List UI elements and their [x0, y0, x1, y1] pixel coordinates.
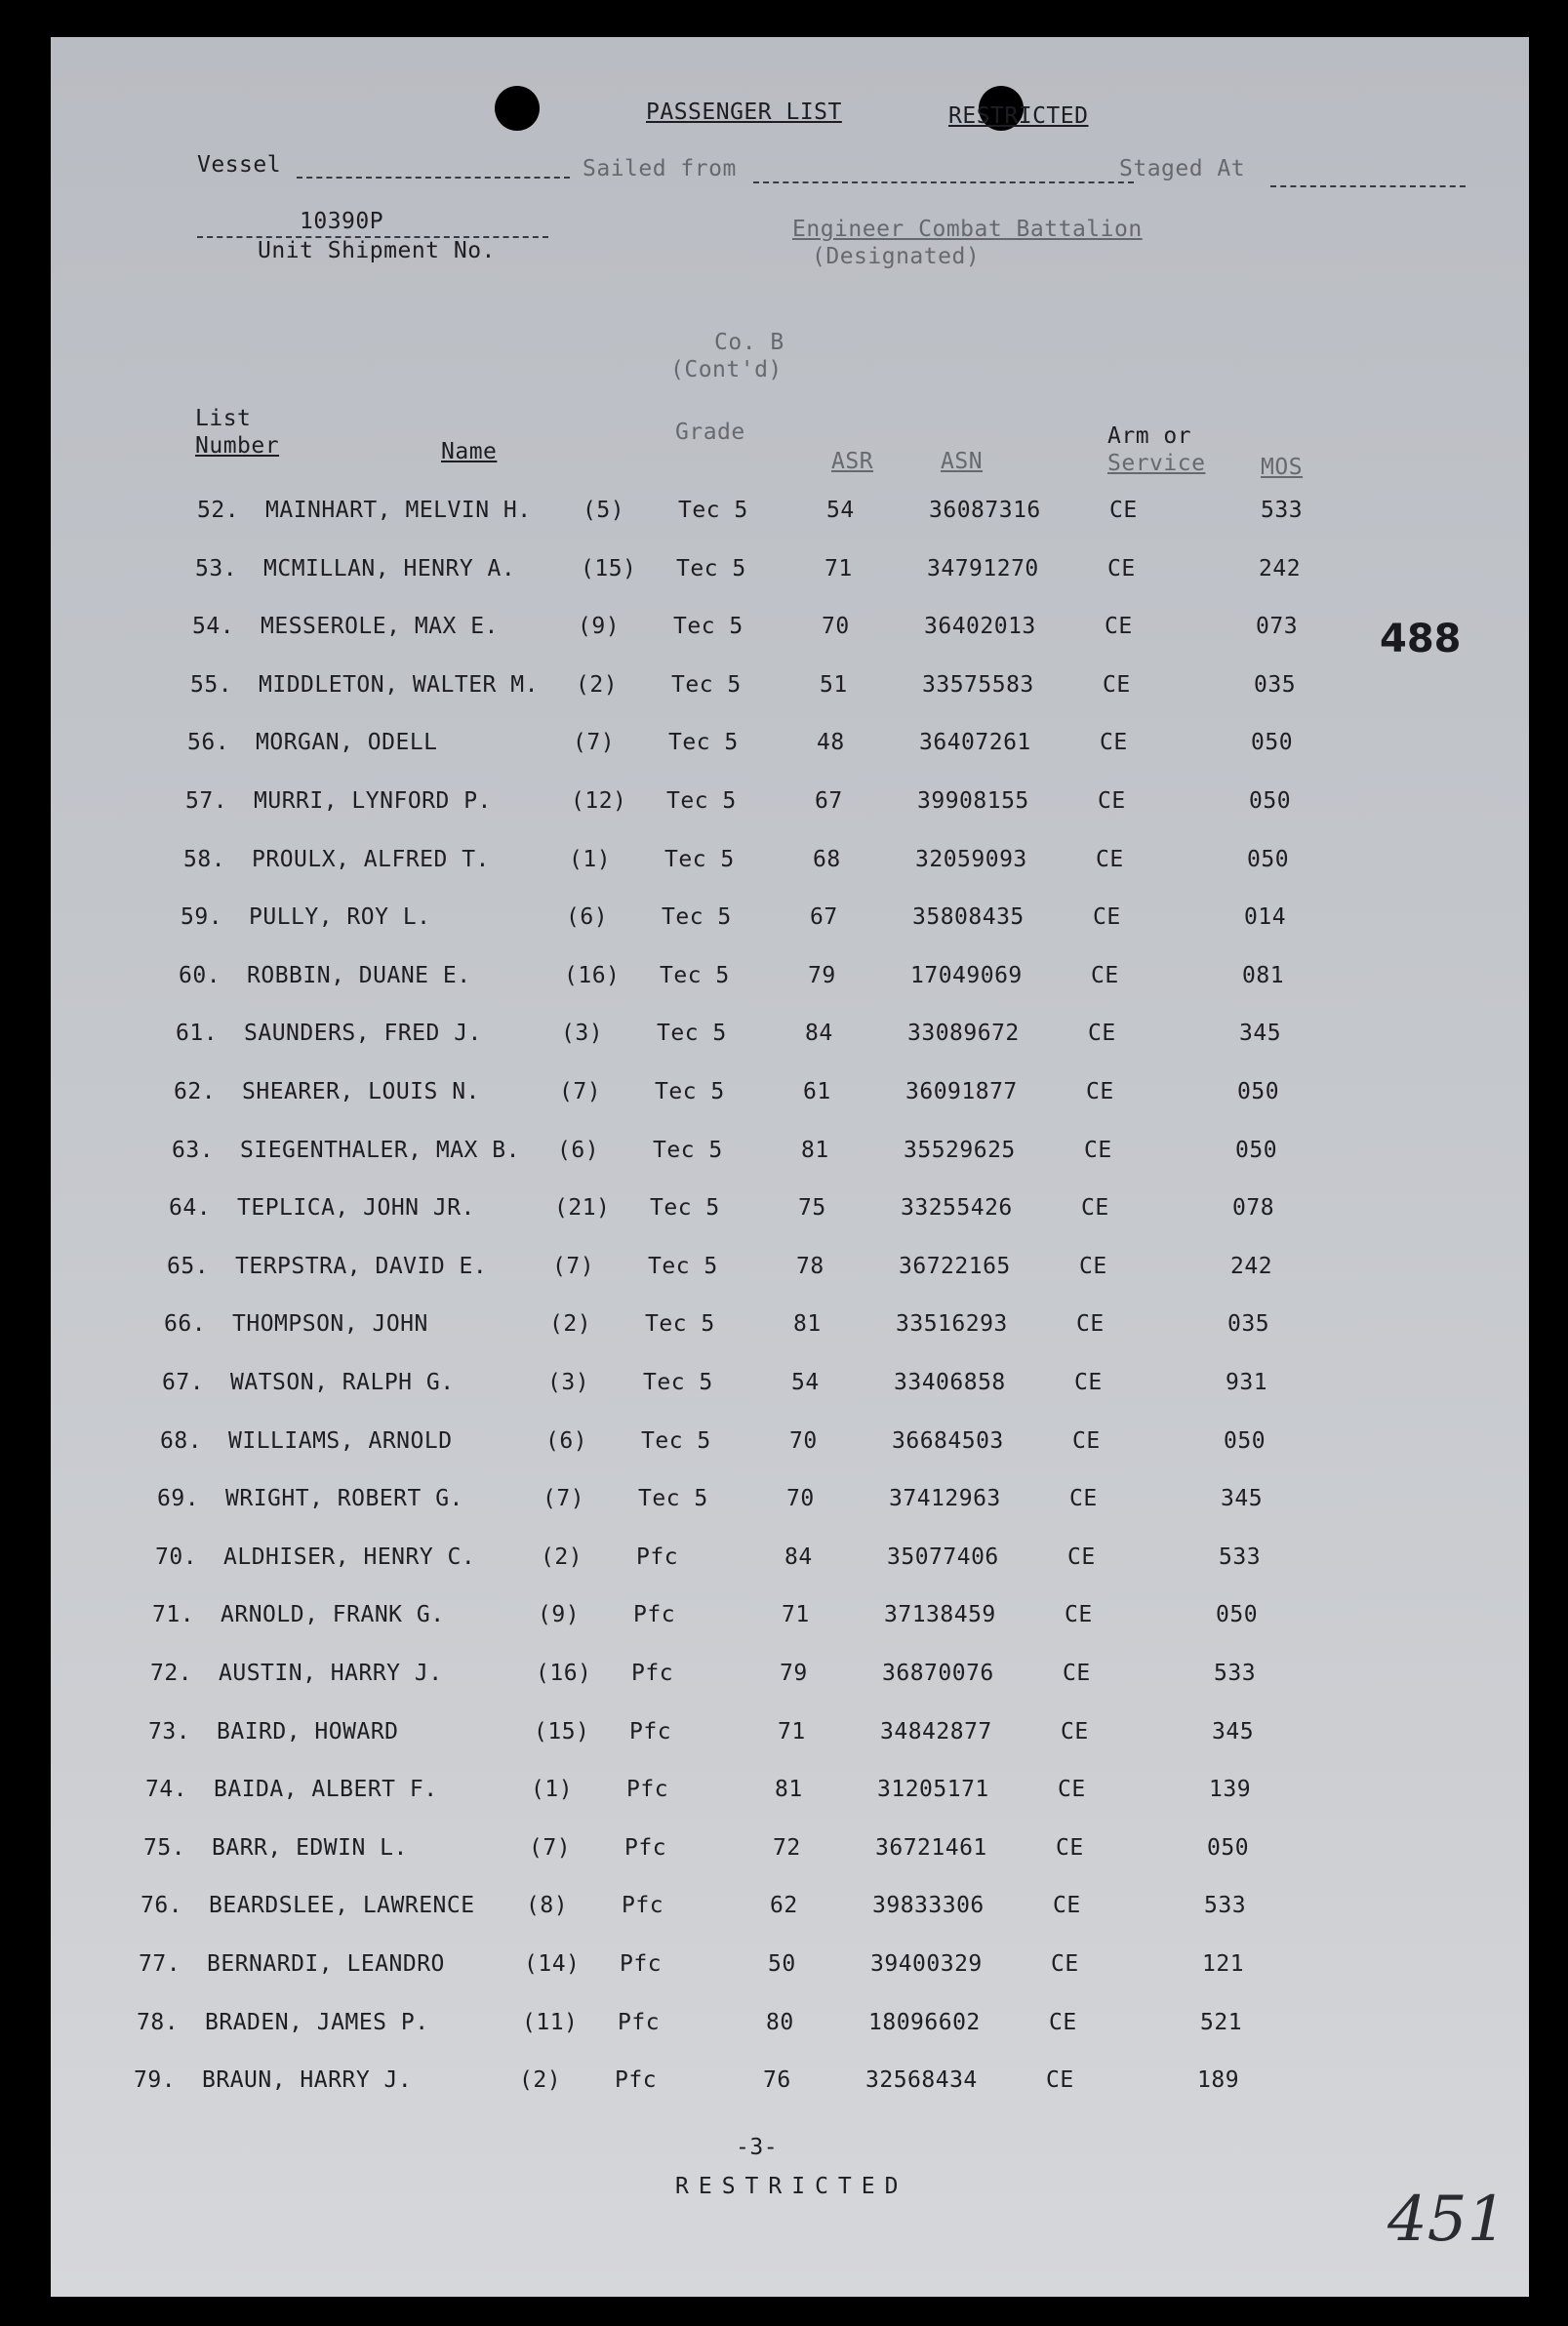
asn-cell: 33516293 [896, 1311, 1008, 1337]
group-cell: (3) [561, 1021, 604, 1046]
group-cell: (15) [534, 1719, 590, 1744]
grade-cell: Tec 5 [676, 556, 746, 582]
asn-cell: 35529625 [904, 1138, 1016, 1163]
arm-service-cell: CE [1107, 556, 1136, 582]
table-row [51, 2067, 1529, 2106]
list-number-cell: 76. [141, 1893, 183, 1918]
list-number-cell: 65. [167, 1254, 210, 1279]
list-number-cell: 55. [190, 672, 233, 698]
vessel-blank [297, 177, 570, 179]
col-service-label: Service [1107, 451, 1206, 476]
list-number-cell: 78. [137, 2010, 180, 2035]
list-number-cell: 64. [169, 1195, 212, 1221]
list-number-cell: 53. [195, 556, 238, 582]
arm-service-cell: CE [1049, 2010, 1077, 2035]
grade-cell: Tec 5 [653, 1138, 723, 1163]
group-cell: (7) [552, 1254, 595, 1279]
unit-designation: (Designated) [812, 244, 981, 269]
list-number-cell: 60. [179, 963, 221, 988]
table-row [51, 1428, 1529, 1467]
grade-cell: Tec 5 [641, 1428, 711, 1454]
col-name: Name [441, 439, 498, 464]
name-cell: BAIDA, ALBERT F. [214, 1777, 438, 1802]
mos-cell: 533 [1204, 1893, 1247, 1918]
asr-cell: 67 [815, 788, 843, 814]
asn-cell: 34791270 [927, 556, 1039, 582]
name-cell: MCMILLAN, HENRY A. [263, 556, 516, 582]
table-row [51, 788, 1529, 827]
col-asn: ASN [941, 449, 984, 474]
asn-cell: 33089672 [907, 1021, 1020, 1046]
arm-service-cell: CE [1088, 1021, 1116, 1046]
grade-cell: Pfc [622, 1893, 664, 1918]
arm-service-cell: CE [1079, 1254, 1107, 1279]
mos-cell: 081 [1242, 963, 1285, 988]
arm-service-cell: CE [1067, 1544, 1096, 1570]
name-cell: MAINHART, MELVIN H. [265, 498, 532, 523]
arm-service-cell: CE [1081, 1195, 1109, 1221]
table-row [51, 1544, 1529, 1584]
grade-cell: Tec 5 [650, 1195, 720, 1221]
group-cell: (11) [522, 2010, 579, 2035]
grade-cell: Tec 5 [648, 1254, 718, 1279]
table-row [51, 1951, 1529, 1990]
asr-cell: 84 [784, 1544, 813, 1570]
asn-cell: 36870076 [882, 1661, 994, 1686]
asr-cell: 51 [820, 672, 848, 698]
name-cell: WATSON, RALPH G. [230, 1370, 455, 1395]
group-cell: (7) [573, 730, 616, 755]
asr-cell: 79 [808, 963, 836, 988]
group-cell: (2) [549, 1311, 592, 1337]
mos-cell: 078 [1232, 1195, 1275, 1221]
name-cell: PULLY, ROY L. [249, 904, 431, 930]
grade-cell: Pfc [631, 1661, 674, 1686]
table-row [51, 1719, 1529, 1758]
list-number-cell: 72. [150, 1661, 193, 1686]
grade-cell: Tec 5 [645, 1311, 715, 1337]
table-row [51, 904, 1529, 943]
grade-cell: Tec 5 [643, 1370, 713, 1395]
group-cell: (1) [569, 847, 612, 872]
asn-cell: 34842877 [880, 1719, 992, 1744]
list-number-cell: 67. [162, 1370, 205, 1395]
mos-cell: 931 [1226, 1370, 1268, 1395]
col-arm-label: Arm or [1107, 423, 1192, 449]
document-title: PASSENGER LIST [646, 100, 842, 125]
asn-cell: 36721461 [875, 1835, 987, 1861]
list-number-cell: 77. [139, 1951, 181, 1977]
asn-cell: 36091877 [905, 1079, 1018, 1104]
list-number-cell: 74. [145, 1777, 188, 1802]
list-number-cell: 56. [187, 730, 230, 755]
asr-cell: 71 [782, 1602, 810, 1627]
mos-cell: 533 [1219, 1544, 1262, 1570]
asn-cell: 36684503 [892, 1428, 1004, 1454]
grade-cell: Pfc [636, 1544, 679, 1570]
mos-cell: 035 [1227, 1311, 1270, 1337]
page-number: -3- [736, 2135, 779, 2160]
grade-cell: Pfc [633, 1602, 676, 1627]
arm-service-cell: CE [1076, 1311, 1105, 1337]
mos-cell: 050 [1251, 730, 1294, 755]
grade-cell: Tec 5 [678, 498, 748, 523]
col-grade: Grade [675, 420, 745, 445]
asn-cell: 32059093 [915, 847, 1027, 872]
page-stamp: 488 [1380, 617, 1462, 662]
list-number-cell: 59. [181, 904, 223, 930]
table-row [51, 730, 1529, 769]
group-cell: (14) [524, 1951, 581, 1977]
arm-service-cell: CE [1063, 1661, 1091, 1686]
table-row [51, 672, 1529, 711]
grade-cell: Pfc [629, 1719, 672, 1744]
mos-cell: 014 [1244, 904, 1287, 930]
name-cell: WRIGHT, ROBERT G. [225, 1486, 463, 1511]
grade-cell: Tec 5 [671, 672, 742, 698]
asn-cell: 39908155 [917, 788, 1029, 814]
table-row [51, 1893, 1529, 1932]
group-cell: (7) [529, 1835, 572, 1861]
group-cell: (6) [545, 1428, 588, 1454]
mos-cell: 345 [1221, 1486, 1264, 1511]
list-number-cell: 63. [172, 1138, 215, 1163]
mos-cell: 050 [1216, 1602, 1259, 1627]
name-cell: ALDHISER, HENRY C. [223, 1544, 476, 1570]
asr-cell: 71 [778, 1719, 806, 1744]
arm-service-cell: CE [1072, 1428, 1101, 1454]
name-cell: BRAUN, HARRY J. [202, 2067, 413, 2093]
arm-service-cell: CE [1053, 1893, 1081, 1918]
grade-cell: Pfc [626, 1777, 669, 1802]
group-cell: (16) [564, 963, 621, 988]
arm-service-cell: CE [1100, 730, 1128, 755]
group-cell: (9) [538, 1602, 581, 1627]
group-cell: (3) [547, 1370, 590, 1395]
unit-name: Engineer Combat Battalion [792, 217, 1143, 242]
sailed-label: Sailed from [583, 156, 737, 181]
grade-cell: Pfc [624, 1835, 667, 1861]
name-cell: MIDDLETON, WALTER M. [259, 672, 539, 698]
list-number-cell: 68. [160, 1428, 203, 1454]
list-number-cell: 61. [176, 1021, 219, 1046]
asn-cell: 36722165 [899, 1254, 1011, 1279]
group-cell: (2) [541, 1544, 583, 1570]
asr-cell: 75 [798, 1195, 826, 1221]
grade-cell: Tec 5 [657, 1021, 727, 1046]
name-cell: BAIRD, HOWARD [217, 1719, 399, 1744]
shipment-number: 10390P [300, 209, 384, 234]
group-cell: (5) [583, 498, 625, 523]
arm-service-cell: CE [1105, 614, 1133, 639]
table-row [51, 1021, 1529, 1060]
asr-cell: 80 [766, 2010, 794, 2035]
group-cell: (1) [531, 1777, 574, 1802]
asr-cell: 67 [810, 904, 838, 930]
list-number-cell: 69. [157, 1486, 200, 1511]
table-row [51, 1079, 1529, 1118]
table-row [51, 556, 1529, 595]
grade-cell: Tec 5 [638, 1486, 708, 1511]
mos-cell: 121 [1202, 1951, 1245, 1977]
name-cell: SIEGENTHALER, MAX B. [240, 1138, 520, 1163]
name-cell: MURRI, LYNFORD P. [254, 788, 492, 814]
name-cell: ARNOLD, FRANK G. [221, 1602, 445, 1627]
mos-cell: 050 [1249, 788, 1292, 814]
table-row [51, 614, 1529, 653]
asr-cell: 70 [789, 1428, 818, 1454]
grade-cell: Pfc [620, 1951, 663, 1977]
list-number-cell: 75. [143, 1835, 186, 1861]
table-row [51, 963, 1529, 1002]
name-cell: BRADEN, JAMES P. [205, 2010, 429, 2035]
mos-cell: 050 [1237, 1079, 1280, 1104]
group-cell: (12) [571, 788, 627, 814]
table-row [51, 1311, 1529, 1350]
table-row [51, 498, 1529, 537]
mos-cell: 521 [1200, 2010, 1243, 2035]
asn-cell: 17049069 [910, 963, 1023, 988]
arm-service-cell: CE [1074, 1370, 1103, 1395]
company-continued: (Cont'd) [670, 357, 783, 382]
asr-cell: 48 [817, 730, 845, 755]
mos-cell: 242 [1259, 556, 1302, 582]
asn-cell: 33255426 [901, 1195, 1013, 1221]
table-row [51, 1602, 1529, 1641]
asr-cell: 68 [813, 847, 841, 872]
group-cell: (2) [576, 672, 619, 698]
arm-service-cell: CE [1065, 1602, 1093, 1627]
arm-service-cell: CE [1096, 847, 1124, 872]
asn-cell: 32568434 [865, 2067, 978, 2093]
mos-cell: 073 [1256, 614, 1299, 639]
mos-cell: 050 [1235, 1138, 1278, 1163]
col-list-number: Number [195, 433, 280, 459]
group-cell: (16) [536, 1661, 592, 1686]
asn-cell: 31205171 [877, 1777, 989, 1802]
arm-service-cell: CE [1046, 2067, 1074, 2093]
asn-cell: 37412963 [889, 1486, 1001, 1511]
mos-cell: 242 [1230, 1254, 1273, 1279]
document-page [51, 37, 1529, 2297]
group-cell: (7) [559, 1079, 602, 1104]
list-number-cell: 71. [152, 1602, 195, 1627]
asn-cell: 36087316 [929, 498, 1041, 523]
table-row [51, 2010, 1529, 2049]
list-number-cell: 62. [174, 1079, 217, 1104]
mos-cell: 533 [1214, 1661, 1257, 1686]
table-row [51, 847, 1529, 886]
asn-cell: 35077406 [887, 1544, 999, 1570]
list-number-cell: 66. [164, 1311, 207, 1337]
staged-blank [1270, 185, 1466, 187]
asr-cell: 79 [780, 1661, 808, 1686]
col-list-label: List [195, 406, 252, 431]
arm-service-cell: CE [1084, 1138, 1112, 1163]
asr-cell: 54 [826, 498, 855, 523]
name-cell: SHEARER, LOUIS N. [242, 1079, 480, 1104]
group-cell: (7) [543, 1486, 585, 1511]
asr-cell: 62 [770, 1893, 798, 1918]
grade-cell: Tec 5 [655, 1079, 725, 1104]
mos-cell: 345 [1239, 1021, 1282, 1046]
col-mos: MOS [1261, 455, 1304, 480]
asn-cell: 36402013 [924, 614, 1036, 639]
name-cell: MESSEROLE, MAX E. [261, 614, 499, 639]
name-cell: BERNARDI, LEANDRO [207, 1951, 445, 1977]
name-cell: BARR, EDWIN L. [212, 1835, 408, 1861]
arm-service-cell: CE [1051, 1951, 1079, 1977]
name-cell: PROULX, ALFRED T. [252, 847, 490, 872]
group-cell: (15) [581, 556, 637, 582]
arm-service-cell: CE [1056, 1835, 1084, 1861]
list-number-cell: 58. [183, 847, 226, 872]
grade-cell: Tec 5 [662, 904, 732, 930]
group-cell: (21) [554, 1195, 611, 1221]
grade-cell: Pfc [615, 2067, 658, 2093]
asr-cell: 84 [805, 1021, 833, 1046]
asn-cell: 39400329 [870, 1951, 983, 1977]
name-cell: WILLIAMS, ARNOLD [228, 1428, 453, 1454]
vessel-label: Vessel [197, 152, 282, 178]
arm-service-cell: CE [1061, 1719, 1089, 1744]
classification-header: RESTRICTED [948, 103, 1089, 129]
arm-service-cell: CE [1058, 1777, 1086, 1802]
asn-cell: 36407261 [919, 730, 1031, 755]
mos-cell: 189 [1197, 2067, 1240, 2093]
table-row [51, 1486, 1529, 1525]
grade-cell: Pfc [618, 2010, 661, 2035]
asr-cell: 81 [793, 1311, 822, 1337]
arm-service-cell: CE [1069, 1486, 1098, 1511]
asn-cell: 18096602 [868, 2010, 981, 2035]
group-cell: (8) [526, 1893, 569, 1918]
grade-cell: Tec 5 [664, 847, 735, 872]
name-cell: BEARDSLEE, LAWRENCE [209, 1893, 475, 1918]
group-cell: (2) [519, 2067, 562, 2093]
asr-cell: 50 [768, 1951, 796, 1977]
arm-service-cell: CE [1103, 672, 1131, 698]
mos-cell: 050 [1224, 1428, 1266, 1454]
list-number-cell: 73. [148, 1719, 191, 1744]
mos-cell: 050 [1207, 1835, 1250, 1861]
table-row [51, 1195, 1529, 1234]
mos-cell: 035 [1254, 672, 1297, 698]
mos-cell: 050 [1247, 847, 1290, 872]
name-cell: TERPSTRA, DAVID E. [235, 1254, 488, 1279]
list-number-cell: 79. [134, 2067, 177, 2093]
arm-service-cell: CE [1086, 1079, 1114, 1104]
punch-hole-left [495, 86, 540, 131]
grade-cell: Tec 5 [666, 788, 737, 814]
name-cell: TEPLICA, JOHN JR. [237, 1195, 475, 1221]
asr-cell: 61 [803, 1079, 831, 1104]
asn-cell: 39833306 [872, 1893, 985, 1918]
table-row [51, 1370, 1529, 1409]
name-cell: ROBBIN, DUANE E. [247, 963, 471, 988]
table-row [51, 1661, 1529, 1700]
mos-cell: 533 [1261, 498, 1304, 523]
list-number-cell: 70. [155, 1544, 198, 1570]
grade-cell: Tec 5 [673, 614, 744, 639]
name-cell: MORGAN, ODELL [256, 730, 438, 755]
list-number-cell: 54. [192, 614, 235, 639]
asr-cell: 54 [791, 1370, 820, 1395]
group-cell: (6) [566, 904, 609, 930]
asr-cell: 71 [824, 556, 853, 582]
asr-cell: 70 [786, 1486, 815, 1511]
shipment-label: Unit Shipment No. [258, 238, 496, 263]
mos-cell: 139 [1209, 1777, 1252, 1802]
name-cell: AUSTIN, HARRY J. [219, 1661, 443, 1686]
sailed-blank [753, 181, 1134, 183]
asr-cell: 76 [763, 2067, 791, 2093]
arm-service-cell: CE [1098, 788, 1126, 814]
asr-cell: 81 [775, 1777, 803, 1802]
arm-service-cell: CE [1091, 963, 1119, 988]
arm-service-cell: CE [1093, 904, 1121, 930]
arm-service-cell: CE [1109, 498, 1138, 523]
table-row [51, 1835, 1529, 1874]
table-row [51, 1254, 1529, 1293]
handwritten-number: 451 [1387, 2184, 1508, 2256]
col-asr: ASR [831, 449, 874, 474]
asr-cell: 70 [822, 614, 850, 639]
table-row [51, 1777, 1529, 1816]
table-row [51, 1138, 1529, 1177]
mos-cell: 345 [1212, 1719, 1255, 1744]
name-cell: THOMPSON, JOHN [232, 1311, 428, 1337]
asn-cell: 35808435 [912, 904, 1025, 930]
asn-cell: 33406858 [894, 1370, 1006, 1395]
asn-cell: 37138459 [884, 1602, 996, 1627]
group-cell: (6) [557, 1138, 600, 1163]
footer-classification: RESTRICTED [675, 2174, 908, 2199]
grade-cell: Tec 5 [668, 730, 739, 755]
staged-label: Staged At [1119, 156, 1246, 181]
asr-cell: 78 [796, 1254, 824, 1279]
list-number-cell: 57. [185, 788, 228, 814]
grade-cell: Tec 5 [660, 963, 730, 988]
list-number-cell: 52. [197, 498, 240, 523]
company-label: Co. B [714, 330, 784, 355]
asr-cell: 81 [801, 1138, 829, 1163]
group-cell: (9) [578, 614, 621, 639]
asr-cell: 72 [773, 1835, 801, 1861]
name-cell: SAUNDERS, FRED J. [244, 1021, 482, 1046]
asn-cell: 33575583 [922, 672, 1034, 698]
